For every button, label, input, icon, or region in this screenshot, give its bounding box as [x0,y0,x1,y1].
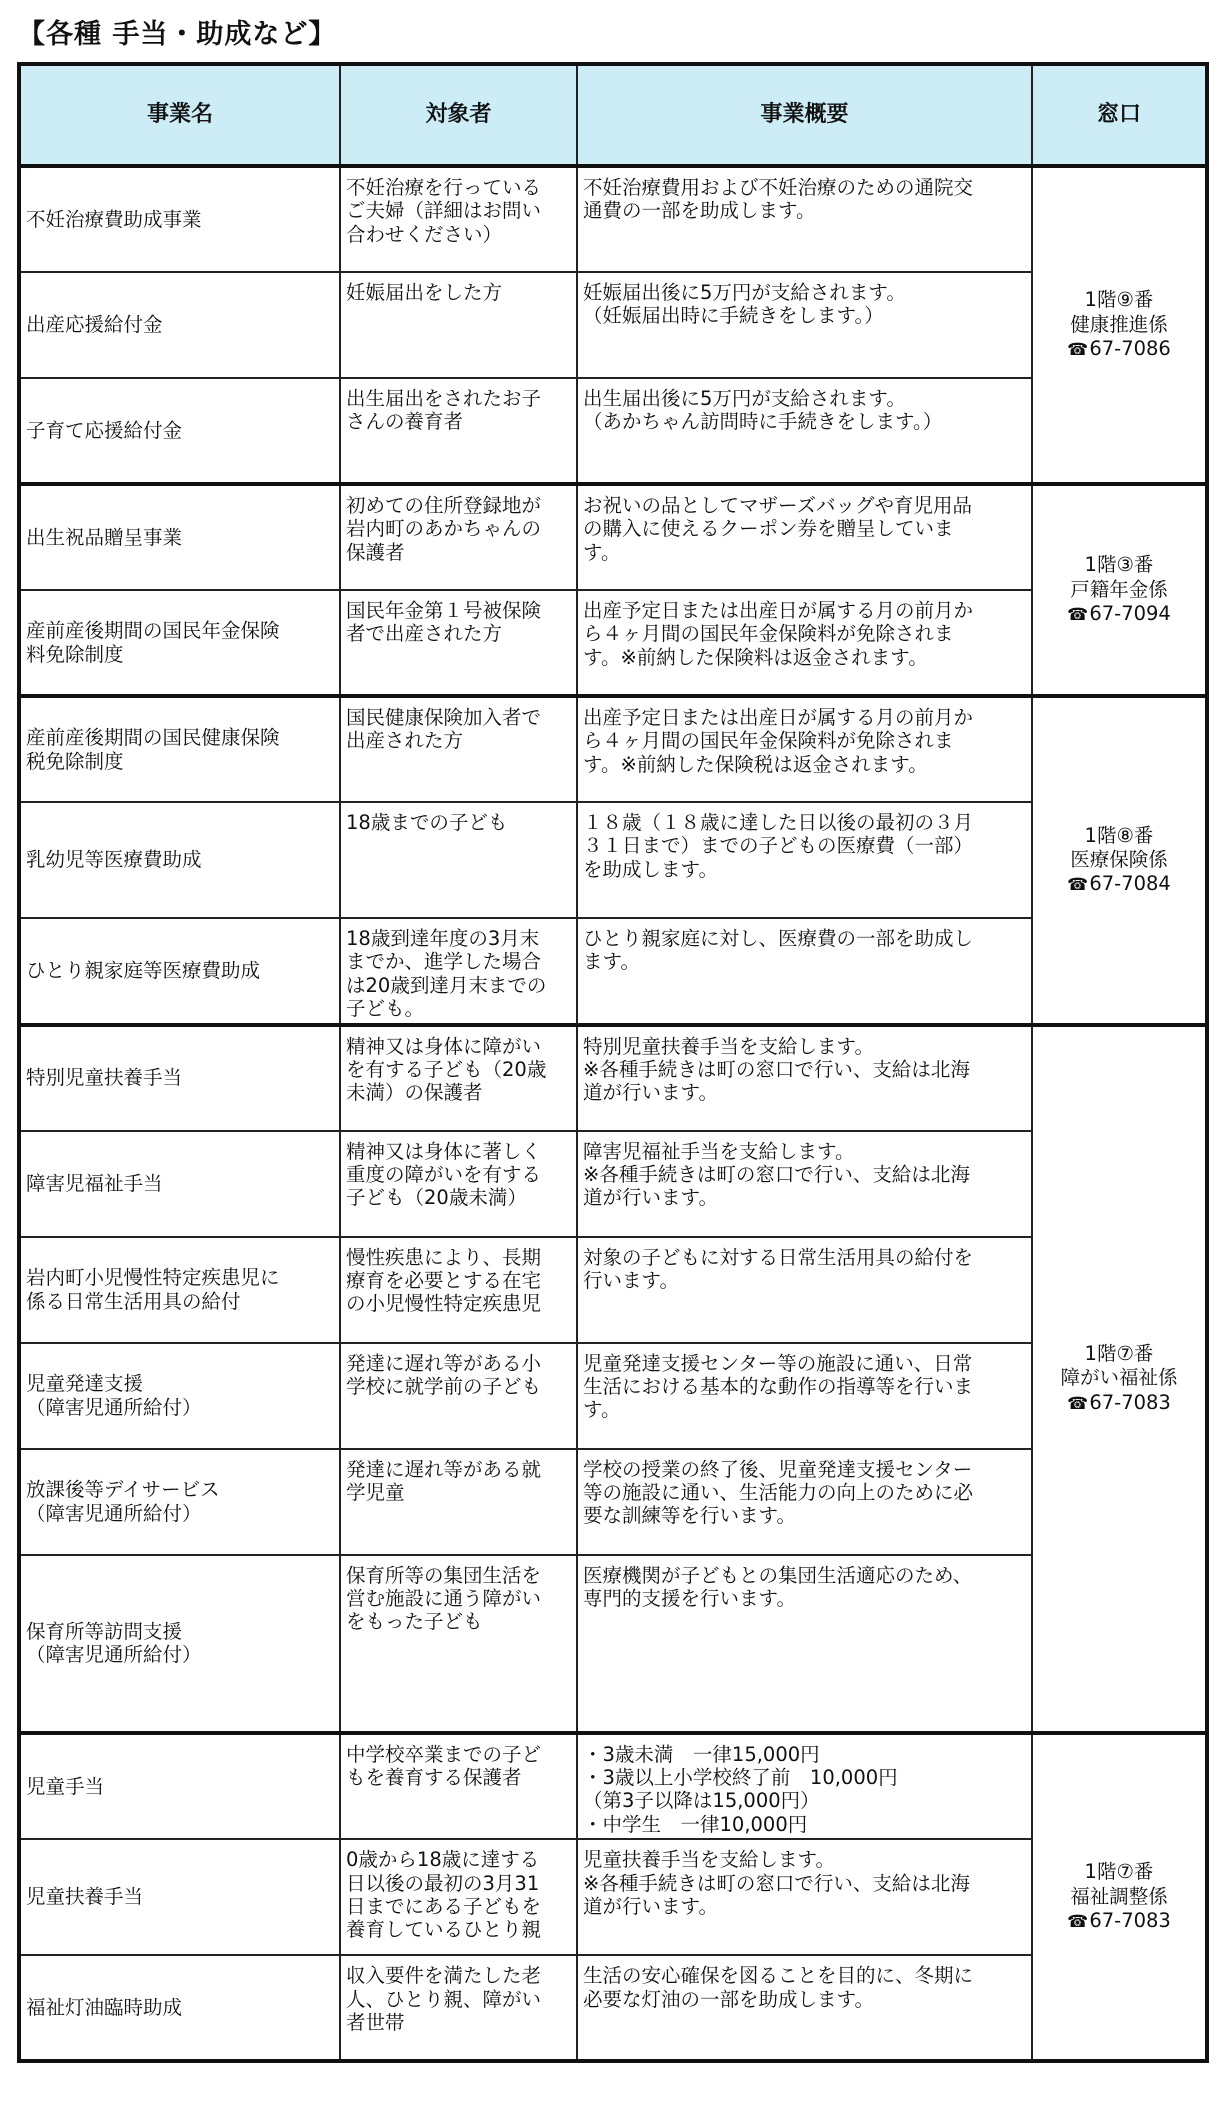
summary-cell: 出産予定日または出産日が属する月の前月か ら４ヶ月間の国民年金保険料が免除されま す。※前納した保険税は返金されます。 [577,696,1032,802]
target-cell: 不妊治療を行っている ご夫婦（詳細はお問い 合わせください） [340,166,577,272]
window-section: 医療保険係 [1070,848,1168,872]
target-cell: 出生届出をされたお子 さんの養育者 [340,378,577,484]
telephone-icon: ☎ [1067,605,1089,626]
target-cell: 発達に遅れ等がある就 学児童 [340,1449,577,1555]
table-row [19,696,1207,802]
window-phone[interactable]: 67-7083 [1089,1909,1171,1933]
table-row [19,166,1207,272]
window-phone[interactable]: 67-7094 [1089,602,1171,626]
header-window: 窓口 [1032,64,1207,166]
target-cell: 0歳から18歳に達する 日以後の最初の3月31 日までにある子どもを 養育しているひとり親 [340,1839,577,1955]
header-summary: 事業概要 [577,64,1032,166]
target-cell: 発達に遅れ等がある小 学校に就学前の子ども [340,1343,577,1449]
target-cell: 慢性疾患により、長期 療育を必要とする在宅 の小児慢性特定疾患児 [340,1237,577,1343]
summary-cell: 障害児福祉手当を支給します。 ※各種手続きは町の窓口で行い、支給は北海 道が行います。 [577,1131,1032,1237]
table-row [19,272,1207,378]
summary-cell: 医療機関が子どもとの集団生活適応のため、 専門的支援を行います。 [577,1555,1032,1733]
program-name-cell: 乳幼児等医療費助成 [19,802,340,918]
table-row [19,590,1207,696]
summary-cell: お祝いの品としてマザーズバッグや育児用品 の購入に使えるクーポン券を贈呈していま す。 [577,484,1032,590]
target-cell: 中学校卒業までの子ど もを養育する保護者 [340,1733,577,1840]
window-phone-line [1038,337,1200,361]
summary-cell: 出生届出後に5万円が支給されます。 （あかちゃん訪問時に手続きをします。） [577,378,1032,484]
window-floor: 1階⑧番 [1084,823,1154,847]
window-cell [1032,166,1207,484]
target-cell: 精神又は身体に著しく 重度の障がいを有する 子ども（20歳未満） [340,1131,577,1237]
target-cell: 18歳到達年度の3月末 までか、進学した場合 は20歳到達月末までの 子ども。 [340,918,577,1025]
window-floor: 1階⑦番 [1084,1860,1154,1884]
window-floor: 1階⑦番 [1084,1342,1154,1365]
table-row [19,1025,1207,1131]
window-cell [1032,1025,1207,1733]
table-row [19,484,1207,590]
target-cell: 国民健康保険加入者で 出産された方 [340,696,577,802]
telephone-icon: ☎ [1067,875,1089,896]
window-phone-line [1038,1909,1200,1933]
window-floor: 1階③番 [1084,553,1154,577]
summary-cell: 対象の子どもに対する日常生活用具の給付を 行います。 [577,1237,1032,1343]
program-name-cell: 産前産後期間の国民年金保険 料免除制度 [19,590,340,696]
window-phone[interactable]: 67-7084 [1089,872,1171,896]
target-cell: 精神又は身体に障がい を有する子ども（20歳 未満）の保護者 [340,1025,577,1131]
window-phone[interactable]: 67-7083 [1089,1390,1171,1414]
telephone-icon: ☎ [1067,1393,1089,1414]
window-section: 障がい福祉係 [1060,1366,1178,1390]
target-cell: 18歳までの子ども [340,802,577,918]
summary-cell: 不妊治療費用および不妊治療のための通院交 通費の一部を助成します。 [577,166,1032,272]
program-name-cell: 出生祝品贈呈事業 [19,484,340,590]
summary-cell: 妊娠届出後に5万円が支給されます。 （妊娠届出時に手続きをします。） [577,272,1032,378]
target-cell: 妊娠届出をした方 [340,272,577,378]
summary-cell: 特別児童扶養手当を支給します。 ※各種手続きは町の窓口で行い、支給は北海 道が行います。 [577,1025,1032,1131]
program-name-cell: 児童手当 [19,1733,340,1840]
table-row [19,1839,1207,1955]
window-floor: 1階⑨番 [1084,288,1154,312]
program-name-cell: ひとり親家庭等医療費助成 [19,918,340,1025]
target-cell: 収入要件を満たした老 人、ひとり親、障がい 者世帯 [340,1955,577,2061]
table-row [19,378,1207,484]
summary-cell: 生活の安心確保を図ることを目的に、冬期に 必要な灯油の一部を助成します。 [577,1955,1032,2061]
page-title: 【各種 手当・助成など】 [18,19,337,50]
summary-cell: １８歳（１８歳に達した日以後の最初の３月 ３１日まで）までの子どもの医療費（一部） を助成します。 [577,802,1032,918]
window-phone-line [1038,872,1200,896]
summary-cell: ひとり親家庭に対し、医療費の一部を助成し ます。 [577,918,1032,1025]
table-row [19,1449,1207,1555]
summary-cell: ・3歳未満 一律15,000円 ・3歳以上小学校終了前 10,000円 （第3子以降は15,000円） ・中学生 一律10,000円 [577,1733,1032,1840]
header-row [19,64,1207,166]
window-phone-line [1038,1391,1200,1415]
window-section: 戸籍年金係 [1070,577,1168,601]
target-cell: 保育所等の集団生活を 営む施設に通う障がい をもった子ども [340,1555,577,1733]
window-cell [1032,1733,1207,2062]
table-row [19,1131,1207,1237]
window-phone[interactable]: 67-7086 [1089,337,1171,361]
program-name-cell: 出産応援給付金 [19,272,340,378]
benefits-table [17,62,1209,2063]
program-name-cell: 特別児童扶養手当 [19,1025,340,1131]
header-name: 事業名 [19,64,340,166]
telephone-icon: ☎ [1067,1912,1089,1933]
program-name-cell: 保育所等訪問支援 （障害児通所給付） [19,1555,340,1733]
table-row [19,1555,1207,1733]
target-cell: 国民年金第１号被保険 者で出産された方 [340,590,577,696]
program-name-cell: 児童発達支援 （障害児通所給付） [19,1343,340,1449]
summary-cell: 出産予定日または出産日が属する月の前月か ら４ヶ月間の国民年金保険料が免除されま す。※前納した保険料は返金されます。 [577,590,1032,696]
program-name-cell: 放課後等デイサービス （障害児通所給付） [19,1449,340,1555]
summary-cell: 学校の授業の終了後、児童発達支援センター 等の施設に通い、生活能力の向上のために必 要な訓練等を行います。 [577,1449,1032,1555]
telephone-icon: ☎ [1067,340,1089,361]
window-cell [1032,696,1207,1025]
table-row [19,1237,1207,1343]
summary-cell: 児童発達支援センター等の施設に通い、日常 生活における基本的な動作の指導等を行いま す。 [577,1343,1032,1449]
program-name-cell: 障害児福祉手当 [19,1131,340,1237]
program-name-cell: 福祉灯油臨時助成 [19,1955,340,2061]
program-name-cell: 岩内町小児慢性特定疾患児に 係る日常生活用具の給付 [19,1237,340,1343]
target-cell: 初めての住所登録地が 岩内町のあかちゃんの 保護者 [340,484,577,590]
table-row [19,802,1207,918]
program-name-cell: 不妊治療費助成事業 [19,166,340,272]
window-section: 福祉調整係 [1070,1884,1168,1908]
program-name-cell: 産前産後期間の国民健康保険 税免除制度 [19,696,340,802]
window-cell [1032,484,1207,696]
program-name-cell: 子育て応援給付金 [19,378,340,484]
table-row [19,918,1207,1025]
table-row [19,1955,1207,2061]
program-name-cell: 児童扶養手当 [19,1839,340,1955]
table-row [19,1343,1207,1449]
summary-cell: 児童扶養手当を支給します。 ※各種手続きは町の窓口で行い、支給は北海 道が行います。 [577,1839,1032,1955]
header-target: 対象者 [340,64,577,166]
table-row [19,1733,1207,1840]
window-section: 健康推進係 [1070,312,1168,336]
window-phone-line [1038,602,1200,626]
